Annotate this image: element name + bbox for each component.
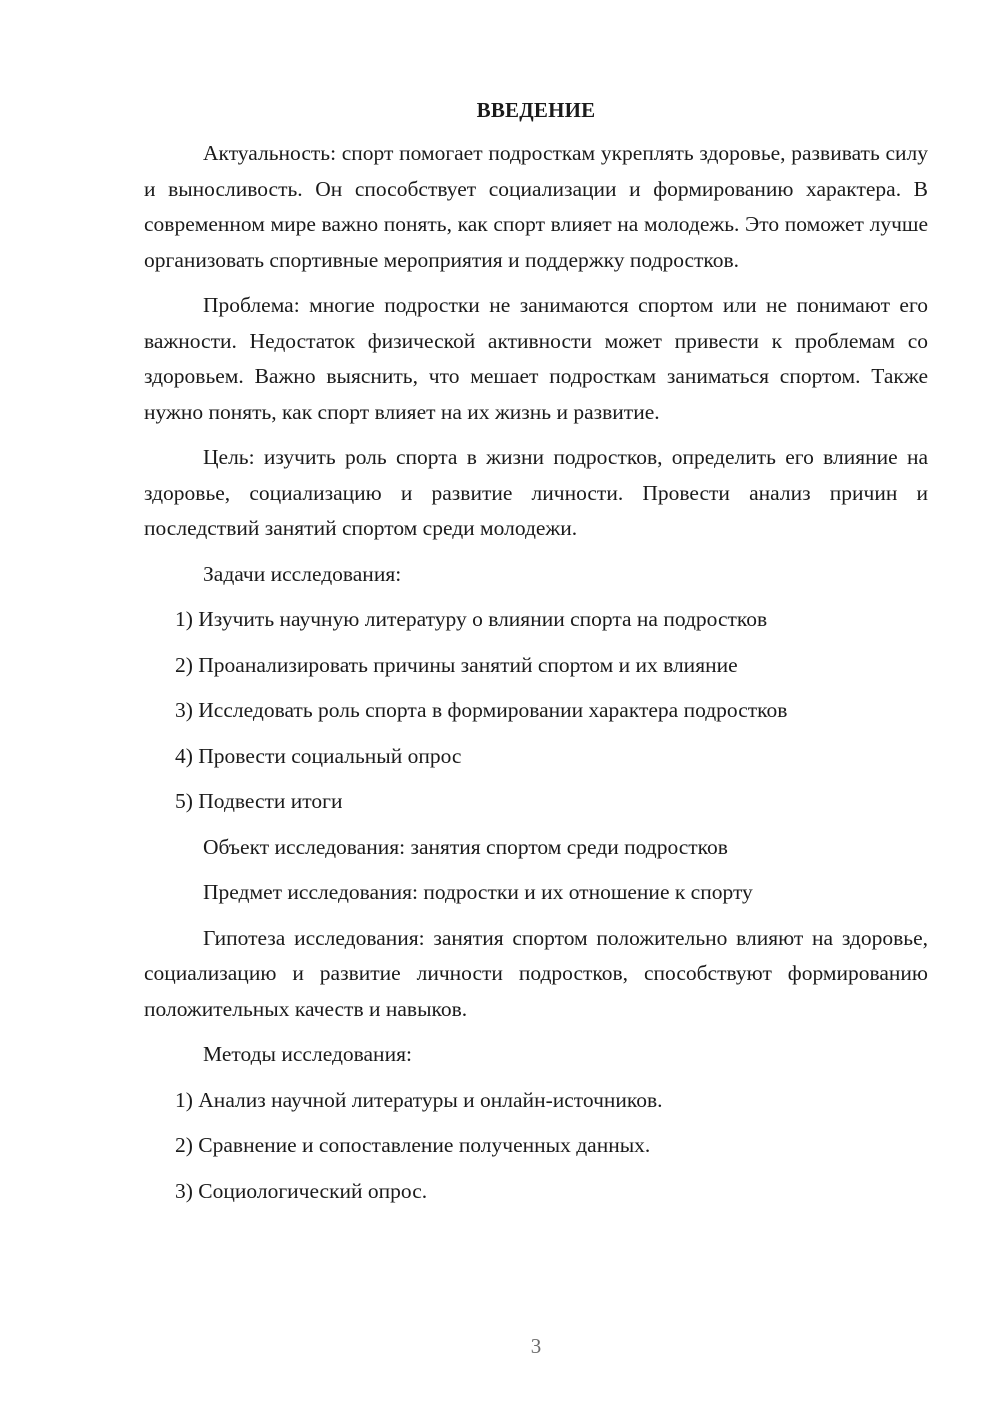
object-line: Объект исследования: занятия спортом среди подростков <box>203 834 728 859</box>
tasks-list <box>144 602 928 820</box>
task-item: 5) Подвести итоги <box>175 789 343 813</box>
goal-paragraph: Цель: изучить роль спорта в жизни подростков, определить его влияние на здоровье, социализацию и развитие личности. Провести анализ причин и последствий занятий спортом среди молодежи. <box>144 445 928 540</box>
task-item: 3) Исследовать роль спорта в формировании характера подростков <box>175 698 788 722</box>
section-title: ВВЕДЕНИЕ <box>476 98 596 122</box>
hypothesis-paragraph: Гипотеза исследования: занятия спортом положительно влияют на здоровье, социализацию и развитие личности подростков, способствуют формированию положительных качеств и навыков. <box>144 925 928 1021</box>
task-item: 1) Изучить научную литературу о влиянии спорта на подростков <box>175 607 768 631</box>
method-item: 2) Сравнение и сопоставление полученных данных. <box>175 1133 651 1157</box>
problem-paragraph: Проблема: многие подростки не занимаются спортом или не понимают его важности. Недостаток физической активности может привести к проблемам со здоровьем. Важно выяснить, что мешает подросткам заниматься спортом. Также нужно понять, как спорт влияет на их жизнь и развитие. <box>144 293 928 424</box>
page-number: 3 <box>530 1334 542 1358</box>
method-item: 1) Анализ научной литературы и онлайн-источников. <box>175 1087 663 1112</box>
tasks-heading: Задачи исследования: <box>203 561 402 586</box>
task-item: 4) Провести социальный опрос <box>175 743 462 768</box>
methods-heading: Методы исследования: <box>203 1042 412 1066</box>
document-page <box>144 96 928 1219</box>
relevance-paragraph: Актуальность: спорт помогает подросткам укреплять здоровье, развивать силу и выносливость. Он способствует социализации и формированию характера. В современном мире важно понять, как спорт влияет на молодежь. Это поможет лучше организовать спортивные мероприятия и поддержку подростков. <box>144 141 928 272</box>
subject-line: Предмет исследования: подростки и их отношение к спорту <box>203 880 753 904</box>
task-item: 2) Проанализировать причины занятий спортом и их влияние <box>175 652 738 677</box>
method-item: 3) Социологический опрос. <box>175 1178 428 1203</box>
methods-list <box>144 1083 928 1210</box>
